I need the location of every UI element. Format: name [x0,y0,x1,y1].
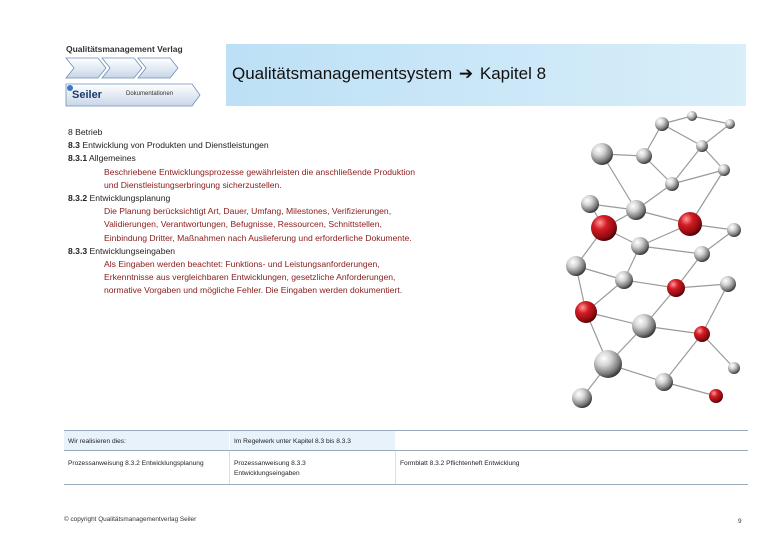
network-spheres-image [552,106,744,418]
chapter-content [68,126,548,298]
table-header-cell: Wir realisieren dies: [64,431,230,450]
banner-title [232,64,546,84]
logo-subtitle: Dokumentationen [126,91,174,97]
section-8-3: 8.3 Entwicklung von Produkten und Dienstleistungen [68,140,269,151]
section-8-3-2-desc-1: Die Planung berücksichtigt Art, Dauer, Umfang, Milestones, Verifizierungen, [104,206,392,217]
publisher-logo [64,44,204,110]
section-8-3-3-desc-3: normative Vorgaben und mögliche Fehler. Die Eingaben werden dokumentiert. [104,285,403,296]
section-8-3-3-desc-2: Erkenntnisse aus vergleichbaren Entwicklungen, gesetzliche Anforderungen, [104,272,396,283]
section-8-3-2-desc-3: Einbindung Dritter, Maßnahmen nach Auslieferung und erforderliche Dokumente. [104,232,412,243]
section-8-3-3-desc-1: Als Eingaben werden beachtet: Funktions- und Leistungsanforderungen, [104,259,380,270]
table-cell-process-planning: Prozessanweisung 8.3.2 Entwicklungsplanung [64,451,230,484]
table-cell-process-inputs: Prozessanweisung 8.3.3 Entwicklungseingaben [230,451,396,484]
reference-table [64,430,748,485]
arrow-right-icon: ➔ [458,64,474,83]
banner-title-left: Qualitätsmanagementsystem [232,64,453,83]
section-8-3-1: 8.3.1 Allgemeines [68,153,136,164]
page-number: 9 [738,518,742,525]
logo-brand: Seiler [72,89,102,101]
section-8-3-2: 8.3.2 Entwicklungsplanung [68,193,171,204]
section-title: 8 Betrieb [68,127,103,137]
table-header-cell [396,431,748,450]
banner-title-right: Kapitel 8 [479,64,547,83]
header-banner [226,44,746,106]
table-cell-form: Formblatt 8.3.2 Pflichtenheft Entwicklung [400,460,520,467]
section-8-3-3: 8.3.3 Entwicklungseingaben [68,245,176,256]
table-header-cell: Im Regelwerk unter Kapitel 8.3 bis 8.3.3 [230,431,396,450]
section-8-3-2-desc-2: Validierungen, Verantwortungen, Befugnisse, Ressourcen, Schnittstellen, [104,219,382,230]
section-8-3-1-desc-1: Beschriebene Entwicklungsprozesse gewährleisten die anschließende Produktion [104,166,415,177]
logo-title: Qualitätsmanagement Verlag [66,44,183,54]
copyright-footer: © copyright Qualitätsmanagementverlag Seiler [64,516,197,523]
table-row [64,451,748,485]
section-8-3-1-desc-2: und Dienstleistungserbringung sicherzustellen. [104,179,282,190]
table-header-row [64,430,748,451]
